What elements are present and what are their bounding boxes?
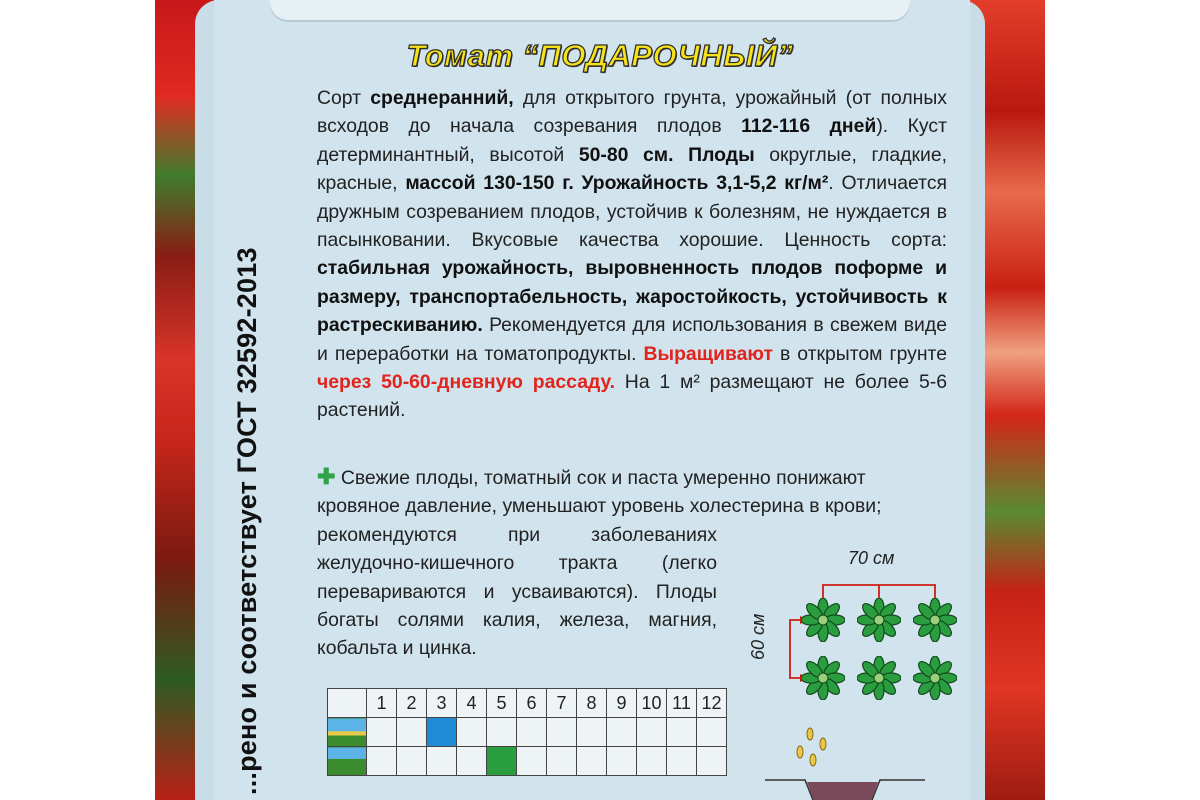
month-cell: 9 [607, 689, 637, 718]
desc-text: для открытого грунта, урожайный (от полных всходов до начала созревания плодов [317, 87, 947, 138]
desc-text: . Отличается дружным созреванием плодов, устойчив к болезням, не нуждается в пасынковании. Вкусовые качества хорошие. Ценность сорта: [317, 172, 948, 252]
desc-bold: 112-116 дней [741, 115, 877, 138]
tomato-plant-icon [857, 656, 901, 700]
month-cell: 4 [457, 689, 487, 718]
desc-text: Сорт [317, 87, 371, 109]
health-text: Свежие плоды, томатный сок и паста умеренно понижают кровяное давление, уменьшают уровень холестерина в крови; [317, 467, 882, 518]
month-cell: 11 [667, 689, 697, 718]
month-cell: 3 [427, 689, 457, 718]
calendar-header-row [328, 689, 727, 718]
height-label: 60 см [748, 613, 768, 660]
month-cell: 6 [517, 689, 547, 718]
desc-highlight: Выращивают [643, 342, 774, 365]
desc-highlight: через 50-60-дневную рассаду. [317, 371, 615, 394]
desc-bold: 50-80 см. [578, 143, 674, 166]
desc-text: в открытом грунте [773, 342, 947, 365]
desc-bold: Плоды [688, 143, 755, 166]
month-cell: 1 [367, 689, 397, 718]
month-cell: 2 [397, 689, 427, 718]
packet-fold [270, 0, 910, 20]
month-cell: 10 [637, 689, 667, 718]
desc-text: На 1 м² размещают не более 5-6 растений. [317, 371, 947, 422]
desc-bold: стабильная урожайность, выровненность плодов поформе и размеру, транспортабельность, жаростойкость, устойчивость к растрескиванию. [317, 257, 947, 337]
calendar-row-planting [328, 747, 727, 776]
plus-icon: ✚ [317, 464, 336, 489]
month-cell: 5 [487, 689, 517, 718]
desc-text: ). Куст детерминантный, высотой [317, 115, 947, 166]
product-title: Томат “ПОДАРОЧНЫЙ” [406, 38, 794, 73]
desc-bold: массой 130-150 г. Урожайность 3,1-5,2 кг/м² [405, 172, 829, 195]
calendar-corner [328, 689, 367, 718]
planting-period [487, 747, 517, 776]
planting-scheme [740, 540, 970, 710]
width-label: 70 см [848, 548, 895, 568]
tomato-plant-icon [857, 598, 901, 642]
month-cell: 12 [697, 689, 727, 718]
desc-bold: среднеранний, [370, 87, 514, 109]
month-cell: 7 [547, 689, 577, 718]
calendar-row-sowing [328, 718, 727, 747]
month-cell: 8 [577, 689, 607, 718]
sowing-period [427, 718, 457, 747]
tomato-plant-icon [801, 598, 845, 642]
sowing-depth-sketch [765, 720, 925, 800]
sowing-icon [328, 718, 367, 747]
tomato-plant-icon [913, 598, 957, 642]
description-paragraph [317, 84, 947, 425]
health-text: рекомендуются при заболеваниях желудочно-кишечного тракта (легко перевариваются и усваиваются). Плоды богаты солями калия, железа, магния, кобальта и цинка. [317, 523, 717, 660]
desc-text: округлые, гладкие, красные, [317, 143, 948, 195]
planting-icon [328, 747, 367, 776]
gost-text: ...рено и соответствует ГОСТ 32592-2013 [232, 247, 262, 795]
sowing-calendar [327, 688, 727, 776]
tomato-plant-icon [801, 656, 845, 700]
desc-text: Рекомендуется для использования в свежем виде и переработки на томатопродукты. [317, 314, 947, 365]
tomato-plant-icon [913, 656, 957, 700]
